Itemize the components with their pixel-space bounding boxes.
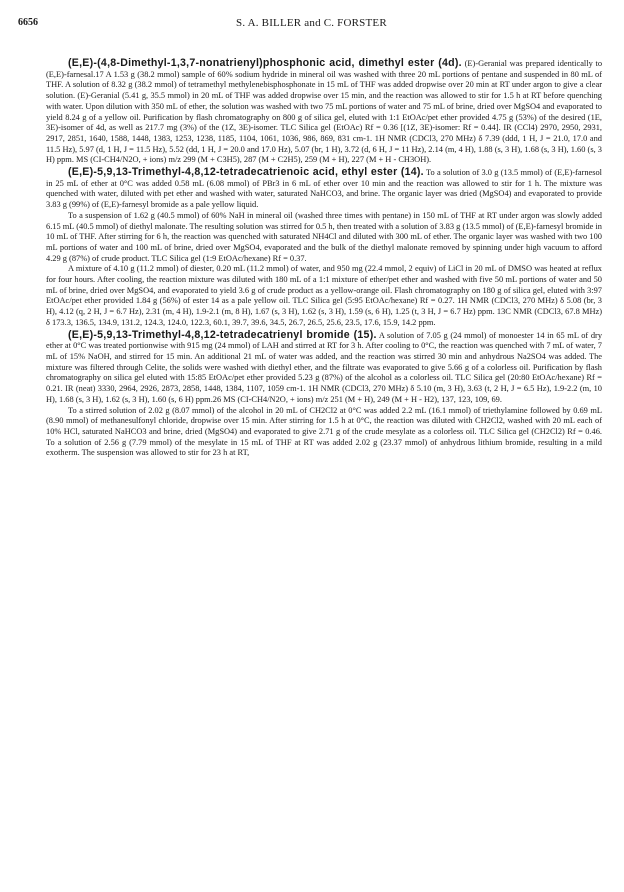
paragraph-phosphonate-4d — [46, 58, 602, 166]
paragraph-bromide-15 — [46, 330, 602, 406]
article-body — [46, 58, 602, 459]
paragraph-text: A mixture of 4.10 g (11.2 mmol) of diester, 0.20 mL (11.2 mmol) of water, and 950 mg (22.4 mmol, 2 equiv) of LiCl in 20 mL of DMSO was heated at reflux for four hours. After cooling, the reaction mixture was diluted with 180 mL of a 1:1 mixture of ether/pet ether and washed with five 50 mL portions of water and 50 mL of brine, dried over MgSO4, and evaporated to yield 3.6 g of crude product as a yellow-orange oil. Flash chromatography on 180 g of silica gel, eluted with 3:97 EtOAc/pet ether provided 1.84 g (56%) of ester 14 as a pale yellow oil. TLC Silica gel (5:95 EtOAc/hexane) Rf = 0.27. 1H NMR (CDCl3, 270 MHz) δ 5.08 (br, 3 H), 4.12 (q, 2 H, J = 6.7 Hz), 2.31 (m, 4 H), 1.9-2.1 (m, 8 H), 1.67 (s, 3 H), 1.62 (s, 3 H), 1.59 (s, 6 H), 1.25 (t, 3 H, J = 6.7 Hz) ppm. 13C NMR (CDCl3, 67.8 MHz) δ 173.3, 136.5, 134.9, 131.2, 124.3, 124.0, 122.3, 60.1, 39.7, 39.6, 34.5, 26.7, 26.5, 25.6, 23.5, 17.6, 15.9, 14.2 ppm. — [46, 264, 602, 327]
paragraph-decarboxylation — [46, 264, 602, 328]
running-head: S. A. BILLER and C. FORSTER — [236, 17, 387, 29]
paragraph-text: (E)-Geranial was prepared identically to (E,E)-farnesal.17 A 1.53 g (38.2 mmol) sample of 60% sodium hydride in mineral oil was washed with three 20 mL portions of pentane and suspended in 80 mL of THF. A solution of 8.32 g (38.2 mmol) of tetramethyl methylenebisphosphonate in 15 mL of THF was added dropwise over 20 min at RT under argon to give a clear solution. (E)-Geranial (5.41 g, 35.5 mmol) in 20 mL of THF was added dropwise over 15 min, and the reaction was allowed to stir for 1.5 h at RT before quenching with water. Upon dilution with 350 mL of ether, the solution was washed with two 75 mL portions of water and 75 mL of brine, dried over MgSO4 and evaporated to yield 8.24 g of a yellow oil. Purification by flash chromatography on 800 g of silica gel, eluted with 1:1 EtOAc/pet ether provided 4.75 g (53%) of the desired (1E, 3E)-isomer of 4d, as well as 217.7 mg (3%) of the (1Z, 3E)-isomer. TLC Silica gel (EtOAc) Rf = 0.36 [(1Z, 3E)-isomer: Rf = 0.44]. IR (CCl4) 2970, 2950, 2931, 2917, 2851, 1640, 1588, 1448, 1383, 1253, 1238, 1185, 1104, 1061, 1036, 986, 869, 831 cm-1. 1H NMR (CDCl3, 270 MHz) δ 7.39 (ddd, 1 H, J = 21.0, 17.0 and 11.5 Hz), 5.97 (d, 1 H, J = 11.5 Hz), 5.52 (dd, 1 H, J = 20.0 and 17.0 Hz), 5.07 (br, 1 H), 3.72 (d, 6 H, J = 11 Hz), 2.14 (m, 4 H), 1.88 (s, 3 H), 1.68 (s, 3 H), 1.60 (s, 3 H) ppm. MS (CI-CH4/N2O, + ions) m/z 299 (M + C3H5), 287 (M + C2H5), 259 (M + H), 227 (M + H - CH3OH). — [46, 59, 603, 165]
paragraph-ester-14 — [46, 167, 602, 211]
paragraph-text: To a stirred solution of 2.02 g (8.07 mmol) of the alcohol in 20 mL of CH2Cl2 at 0°C was added 2.2 mL (16.1 mmol) of triethylamine followed by 0.69 mL (8.90 mmol) of methanesulfonyl chloride, dropwise over 15 min. After stirring for 1.5 h at 0°C, the reaction was diluted with CH2Cl2, washed with 20 mL each of 10% HCl, saturated NaHCO3 and brine, dried (MgSO4) and evaporated to give 2.71 g of the crude mesylate as a colorless oil. TLC Silica gel (CH2Cl2) Rf = 0.46. To a solution of 2.56 g (7.79 mmol) of the mesylate in 15 mL of THF at RT was added 2.02 g (23.37 mmol) of anhydrous lithium bromide, resulting in a mild exotherm. The suspension was allowed to stir for 23 h at RT, — [46, 405, 602, 458]
paragraph-malonate-alkylation — [46, 211, 602, 265]
paragraph-mesylation — [46, 406, 602, 460]
page-number: 6656 — [18, 17, 38, 28]
paragraph-text: To a solution of 3.0 g (13.5 mmol) of (E,E)-farnesol in 25 mL of ether at 0°C was added 0.58 mL (6.08 mmol) of PBr3 in 6 mL of ether over 10 min and the reaction was allowed to stir for 1 h. The mixture was quenched with water, diluted with pet ether and washed with water, saturated NaHCO3, and brine. The organic layer was dried (MgSO4) and evaporated to provide 3.83 g (99%) of (E,E)-farnesyl bromide as a pale yellow liquid. — [46, 168, 603, 210]
section-title-15: (E,E)-5,9,13-Trimethyl-4,8,12-tetradecatrienyl bromide (15). — [68, 328, 377, 341]
paragraph-text: A solution of 7.05 g (24 mmol) of monoester 14 in 65 mL of dry ether at 0°C was treated portionwise with 915 mg (24 mmol) of LAH and stirred at RT for 3 h. After cooling to 0°C, the reaction was quenched with 7 mL of water, 7 mL of 15% NaOH, and stirred for 15 min. An additional 21 mL of water was added, and the reaction was stirred 30 min and anhydrous Na2SO4 was added. The mixture was filtered through Celite, the solids were washed with diethyl ether, and the filtrate was evaporated to give 5.66 g of a colorless oil. Purification by flash chromatography on silica gel eluted with 15:85 EtOAc/pet ether provided 5.23 g (87%) of the alcohol as a colorless oil. TLC Silica gel (20:80 EtOAc/hexane) Rf = 0.21. IR (neat) 3330, 2964, 2926, 2873, 2858, 1448, 1384, 1107, 1059 cm-1. 1H NMR (CDCl3, 270 MHz) δ 5.10 (m, 3 H), 3.63 (t, 2 H, J = 6.5 Hz), 1.9-2.2 (m, 10 H), 1.68 (s, 3 H), 1.62 (s, 3 H), 1.60 (s, 6 H) ppm.26 MS (CI-CH4/N2O, + ions) m/z 251 (M + H), 249 (M + H - H2), 137, 123, 109, 69. — [46, 330, 603, 404]
paragraph-text: To a suspension of 1.62 g (40.5 mmol) of 60% NaH in mineral oil (washed three times with pentane) in 150 mL of THF at RT under argon was slowly added 6.15 mL (40.5 mmol) of diethyl malonate. The resulting solution was stirred for 0.5 h, then treated with a solution of 3.83 g (13.5 mmol) of (E,E)-farnesyl bromide in 10 mL of THF. After stirring for 6 h, the reaction was quenched with saturated NH4Cl and diluted with 300 mL of ether. The organic layer was washed with two 100 mL portions of water and 100 mL of brine, dried over MgSO4, evaporated and the bulk of the diethyl malonate removed by spinning under high vacuum to afford 4.29 g (87%) of crude product. TLC Silica gel (1:9 EtOAc/hexane) Rf = 0.37. — [46, 210, 602, 263]
section-title-14: (E,E)-5,9,13-Trimethyl-4,8,12-tetradecatrienoic acid, ethyl ester (14). — [68, 166, 424, 179]
section-title-4d: (E,E)-(4,8-Dimethyl-1,3,7-nonatrienyl)phosphonic acid, dimethyl ester (4d). — [68, 57, 462, 69]
